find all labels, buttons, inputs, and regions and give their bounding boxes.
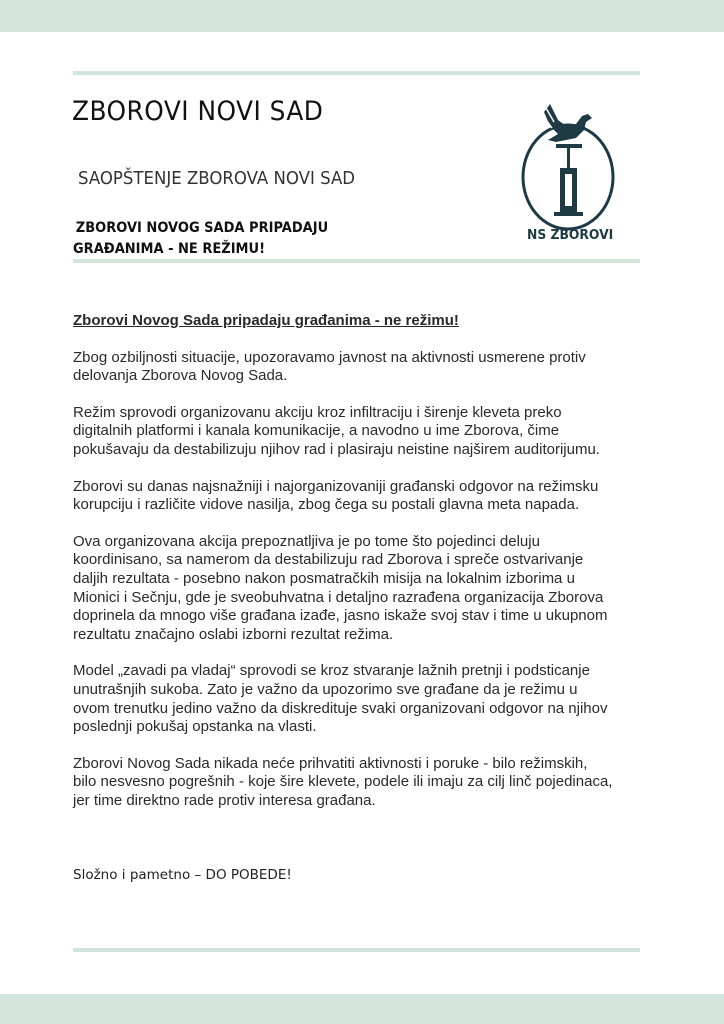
paragraph (73, 404, 673, 460)
paragraph-line: Režim sprovodi organizovanu akciju kroz infiltraciju i širenje kleveta preko (73, 403, 562, 421)
paragraph (73, 662, 673, 736)
paragraph-line: daljih rezultata - posebno nakon posmatračkih misija na lokalnim izborima u (73, 569, 575, 587)
page-subtitle: SAOPŠTENJE ZBOROVA NOVI SAD (78, 168, 356, 189)
paragraph-line: ovom trenutku jedino važno da diskredituje svaki organizovani odgovor na njihov (73, 699, 608, 717)
paragraph (73, 533, 673, 645)
paragraph-line: korupciju i različite vidove nasilja, zbog čega su postali glavna meta napada. (73, 496, 580, 514)
divider-top (73, 71, 640, 75)
logo-text: NS ZBOROVI (527, 228, 614, 243)
paragraph-line: rezultatu značajno oslabi izborni rezultat režima. (73, 625, 394, 643)
paragraph-line: Zborovi su danas najsnažniji i najorganizovaniji građanski odgovor na režimsku (73, 477, 599, 495)
paragraph (73, 349, 673, 386)
headline-line: GRAĐANIMA - NE REŽIMU! (73, 241, 266, 257)
page-title: ZBOROVI NOVI SAD (72, 96, 324, 127)
paragraph-line: poslednji pokušaj opstanka na vlasti. (73, 718, 317, 736)
paragraph-line: doprinela da mnogo više građana izađe, jasno iskaže svoj stav i time u ukupnom (73, 607, 608, 625)
paragraph-line: Zbog ozbiljnosti situacije, upozoravamo javnost na aktivnosti usmerene protiv (73, 348, 586, 366)
headline (73, 218, 328, 260)
paragraph-line: Model „zavadi pa vladaj“ sprovodi se kroz stvaranje lažnih pretnji i podsticanje (73, 662, 590, 680)
paragraph-line: koordinisano, sa namerom da destabilizuju rad Zborova i spreče ostvarivanje (73, 551, 584, 569)
paragraph (73, 755, 673, 811)
paragraph-line: delovanja Zborova Novog Sada. (73, 367, 288, 385)
paragraph-line: jer time direktno rade protiv interesa građana. (73, 791, 376, 809)
headline-line: ZBOROVI NOVOG SADA PRIPADAJU (75, 220, 329, 236)
paragraph-line: Zborovi Novog Sada nikada neće prihvatiti aktivnosti i poruke - bilo režimskih, (73, 754, 588, 772)
paragraph-line: Mionici i Sečnju, gde je sveobuhvatna i detaljno razrađena organizacija Zborova (73, 588, 604, 606)
statement-body (73, 312, 673, 828)
paragraph-line: bilo nesvesno pogrešnih - koje šire klevete, podele ili imaju za cilj linč pojedinaca, (73, 773, 613, 791)
divider-header (73, 259, 640, 263)
top-band (0, 0, 724, 32)
closing-line: Složno i pametno – DO POBEDE! (73, 867, 292, 883)
divider-bottom (73, 948, 640, 952)
paragraph-line: unutrašnjih sukoba. Zato je važno da upozorimo sve građane da je režimu u (73, 680, 578, 698)
paragraph-line: Ova organizovana akcija prepoznatljiva je po tome što pojedinci deluju (73, 532, 540, 550)
paragraph-line: digitalnih platformi i kanala komunikacije, a navodno u ime Zborova, čime (73, 422, 560, 440)
paragraph (73, 478, 673, 515)
bottom-band (0, 994, 724, 1024)
statement-lead: Zborovi Novog Sada pripadaju građanima - ne režimu! (73, 312, 459, 329)
paragraph-line: pokušavaju da destabilizuju njihov rad i plasiraju neistine najširem auditorijumu. (73, 440, 600, 458)
